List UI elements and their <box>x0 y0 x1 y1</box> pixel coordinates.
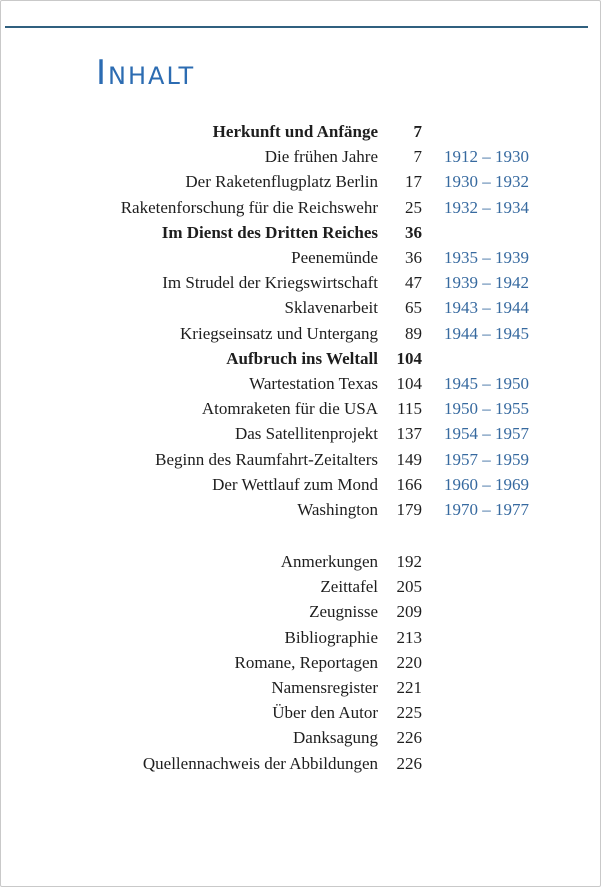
toc-entry-label[interactable]: Atomraketen für die USA <box>201 399 378 419</box>
toc-entry-label[interactable]: Zeittafel <box>320 577 378 597</box>
toc-entry-page[interactable]: 221 <box>396 678 422 698</box>
toc-entry-dates <box>422 220 600 245</box>
toc-entry-page[interactable]: 149 <box>396 449 422 469</box>
toc-main-list <box>41 119 600 522</box>
toc-row <box>41 625 600 650</box>
toc-row <box>41 346 600 371</box>
toc-row <box>41 497 600 522</box>
toc-entry-page[interactable]: 7 <box>413 122 422 141</box>
toc-entry-dates <box>422 650 600 675</box>
toc-entry-label[interactable]: Das Satellitenprojekt <box>234 424 378 444</box>
toc-entry-label[interactable]: Anmerkungen <box>280 552 378 571</box>
toc-entry-dates <box>422 599 600 624</box>
toc-entry-page[interactable]: 137 <box>396 424 422 444</box>
toc-entry-page[interactable]: 226 <box>396 728 422 748</box>
toc-entry-label[interactable]: Im Strudel der Kriegswirtschaft <box>162 273 378 293</box>
toc-row <box>41 144 600 169</box>
toc-row <box>41 574 600 599</box>
toc-row <box>41 472 600 497</box>
toc-entry-label[interactable]: Sklavenarbeit <box>284 298 378 318</box>
toc-entry-page[interactable]: 220 <box>396 652 422 672</box>
toc-entry-dates: 1935 – 1939 <box>444 248 529 268</box>
toc-entry-page[interactable]: 225 <box>396 703 422 723</box>
toc-entry-page[interactable]: 205 <box>396 577 422 597</box>
toc-entry-label[interactable]: Raketenforschung für die Reichswehr <box>120 197 378 217</box>
toc-entry-page[interactable]: 7 <box>413 147 422 167</box>
toc-entry-dates: 1945 – 1950 <box>444 374 529 394</box>
toc-entry-label[interactable]: Peenemünde <box>291 248 378 268</box>
toc-entry-page[interactable]: 104 <box>396 348 422 368</box>
toc-entry-label[interactable]: Zeugnisse <box>309 602 378 622</box>
toc-entry-label[interactable]: Wartestation Texas <box>249 374 378 394</box>
toc-entry-dates: 1970 – 1977 <box>444 500 529 520</box>
toc-entry-dates <box>422 119 600 144</box>
toc-appendix-list <box>41 549 600 776</box>
toc-row <box>41 371 600 396</box>
toc-entry-dates: 1912 – 1930 <box>444 147 529 167</box>
toc-entry-page[interactable]: 104 <box>396 374 422 394</box>
toc-entry-label[interactable]: Der Raketenflugplatz Berlin <box>185 172 378 192</box>
toc-row <box>41 447 600 472</box>
toc-row <box>41 675 600 700</box>
toc-entry-page[interactable]: 166 <box>396 474 422 494</box>
toc-entry-page[interactable]: 17 <box>405 172 422 192</box>
toc-row <box>41 549 600 574</box>
toc-entry-label[interactable]: Aufbruch ins Weltall <box>226 348 378 368</box>
toc-entry-label[interactable]: Washington <box>297 500 378 520</box>
toc-entry-dates <box>422 725 600 750</box>
toc-entry-page[interactable]: 192 <box>396 552 422 571</box>
toc-entry-dates: 1960 – 1969 <box>444 474 529 494</box>
toc-row <box>41 119 600 144</box>
toc-entry-label[interactable]: Romane, Reportagen <box>234 652 378 672</box>
toc-entry-page[interactable]: 47 <box>405 273 422 293</box>
toc-entry-dates: 1943 – 1944 <box>444 298 529 318</box>
toc-row <box>41 751 600 776</box>
toc-entry-dates: 1930 – 1932 <box>444 172 529 192</box>
toc-row <box>41 245 600 270</box>
toc-entry-page[interactable]: 213 <box>396 627 422 647</box>
toc-row <box>41 295 600 320</box>
toc-entry-dates: 1932 – 1934 <box>444 197 529 217</box>
toc-entry-dates <box>422 751 600 776</box>
page-title: Inhalt <box>96 53 196 93</box>
toc-entry-label[interactable]: Die frühen Jahre <box>264 147 378 167</box>
toc-entry-page[interactable]: 179 <box>396 500 422 520</box>
toc-entry-label[interactable]: Danksagung <box>293 728 378 748</box>
toc-entry-page[interactable]: 115 <box>397 399 422 419</box>
toc-row <box>41 270 600 295</box>
top-rule-divider <box>5 26 588 28</box>
toc-row <box>41 700 600 725</box>
toc-entry-dates <box>422 549 600 574</box>
toc-entry-page[interactable]: 89 <box>405 323 422 343</box>
toc-entry-label[interactable]: Kriegseinsatz und Untergang <box>180 323 378 343</box>
toc-entry-label[interactable]: Namensregister <box>271 678 378 698</box>
toc-entry-label[interactable]: Herkunft und Anfänge <box>212 122 378 141</box>
toc-entry-label[interactable]: Quellennachweis der Abbildungen <box>142 753 378 773</box>
toc-row <box>41 321 600 346</box>
toc-entry-dates <box>422 675 600 700</box>
toc-row <box>41 396 600 421</box>
toc-row <box>41 725 600 750</box>
toc-entry-label[interactable]: Im Dienst des Dritten Reiches <box>161 222 378 242</box>
toc-row <box>41 195 600 220</box>
toc-row <box>41 169 600 194</box>
toc-row <box>41 599 600 624</box>
toc-entry-label[interactable]: Bibliographie <box>284 627 378 647</box>
toc-entry-dates: 1950 – 1955 <box>444 399 529 419</box>
toc-entry-dates <box>422 700 600 725</box>
toc-entry-dates: 1954 – 1957 <box>444 424 529 444</box>
toc-entry-label[interactable]: Der Wettlauf zum Mond <box>212 474 378 494</box>
toc-entry-dates <box>422 346 600 371</box>
toc-entry-label[interactable]: Beginn des Raumfahrt-Zeitalters <box>155 449 378 469</box>
toc-entry-page[interactable]: 209 <box>396 602 422 622</box>
toc-row <box>41 650 600 675</box>
toc-entry-page[interactable]: 36 <box>405 248 422 268</box>
toc-entry-dates: 1939 – 1942 <box>444 273 529 293</box>
toc-entry-dates: 1944 – 1945 <box>444 323 529 343</box>
toc-entry-dates: 1957 – 1959 <box>444 449 529 469</box>
toc-entry-dates <box>422 625 600 650</box>
toc-entry-page[interactable]: 36 <box>405 222 422 242</box>
toc-entry-label[interactable]: Über den Autor <box>272 703 378 723</box>
toc-entry-dates <box>422 574 600 599</box>
toc-row <box>41 421 600 446</box>
toc-entry-page[interactable]: 65 <box>405 298 422 318</box>
toc-entry-page[interactable]: 226 <box>396 753 422 773</box>
toc-row <box>41 220 600 245</box>
toc-entry-page[interactable]: 25 <box>405 197 422 217</box>
